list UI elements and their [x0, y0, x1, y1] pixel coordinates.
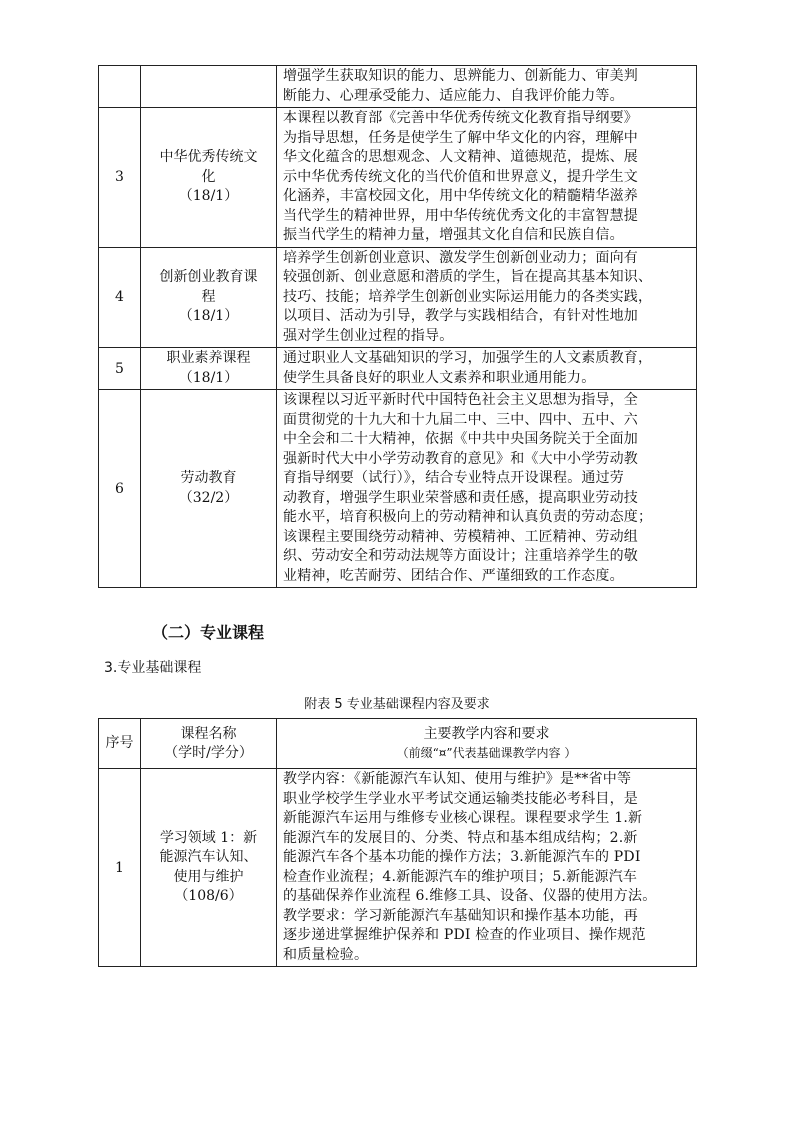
course-description	[277, 247, 697, 348]
description-line: 该课程以习近平新时代中国特色社会主义思想为指导，全	[283, 392, 638, 408]
table-caption: 附表 5 专业基础课程内容及要求	[304, 697, 490, 712]
description-line: 织、劳动安全和劳动法规等方面设计；注重培养学生的敬	[283, 548, 638, 564]
course-name-line: （18/1）	[178, 308, 239, 324]
row-index	[99, 66, 141, 108]
description-line: 断能力、心理承受能力、适应能力、自我评价能力等。	[283, 87, 624, 104]
description-line: 较强创新、创业意愿和潜质的学生，旨在提高其基本知识、	[283, 269, 653, 285]
course-description	[277, 108, 697, 248]
table-row	[99, 390, 697, 588]
description-line: 教学内容：《新能源汽车认知、使用与维护》是**省中等	[283, 771, 632, 787]
description-line: 该课程主要围绕劳动精神、劳模精神、工匠精神、劳动组	[283, 528, 638, 545]
description-line: 为指导思想，任务是使学生了解中华文化的内容，理解中	[283, 129, 638, 146]
description-line: 强新时代大中小学劳动教育的意见》和《大中小学劳动教	[283, 450, 638, 467]
description-line: 本课程以教育部《完善中华优秀传统文化教育指导纲要》	[283, 110, 638, 126]
table-row	[99, 348, 697, 390]
course-description	[277, 769, 697, 967]
header-course-name-line2: （学时/学分）	[164, 744, 253, 761]
course-name-line: 劳动教育	[180, 470, 237, 486]
course-name-line: 程	[201, 288, 216, 305]
table-row	[99, 769, 697, 967]
description-line: 化涵养，丰富校园文化，用中华传统文化的精髓精华滋养	[283, 188, 638, 204]
row-index: 4	[99, 247, 141, 348]
course-name-line: （18/1）	[178, 188, 239, 204]
course-name-line: 使用与维护	[173, 868, 244, 885]
description-line: 动教育，增强学生职业荣誉感和责任感，提高职业劳动技	[283, 489, 638, 506]
course-description	[277, 66, 697, 108]
description-line: 育指导纲要（试行）》，结合专业特点开设课程。通过劳	[283, 470, 624, 486]
table-header-row	[99, 719, 697, 769]
description-line: 能源汽车的发展目的、分类、特点和基本组成结构；2.新	[283, 829, 638, 846]
description-line: 新能源汽车运用与维修专业核心课程。课程要求学生 1.新	[283, 810, 643, 826]
description-line: 培养学生创新创业意识、激发学生创新创业动力；面向有	[283, 249, 638, 266]
description-line: 强对学生创业过程的指导。	[283, 327, 454, 344]
table-row	[99, 247, 697, 348]
description-line: 示中华优秀传统文化的当代价值和世界意义，提升学生文	[283, 168, 638, 185]
description-line: 逐步递进掌握维护保养和 PDI 检查的作业项目、操作规范	[283, 927, 646, 943]
course-name-line: （32/2）	[178, 489, 239, 506]
course-name	[141, 108, 277, 248]
course-description	[277, 348, 697, 390]
description-line: 业精神，吃苦耐劳、团结合作、严谨细致的工作态度。	[283, 567, 624, 584]
description-line: 的基础保养作业流程 6.维修工具、设备、仪器的使用方法。	[283, 888, 657, 904]
header-content-line2: （前缀“¤”代表基础课教学内容 ）	[396, 746, 577, 760]
description-line: 使学生具备良好的职业人文素养和职业通用能力。	[283, 369, 596, 386]
description-line: 中全会和二十大精神，依据《中共中央国务院关于全面加	[283, 431, 638, 447]
description-line: 增强学生获取知识的能力、思辨能力、创新能力、审美判	[283, 68, 638, 84]
header-content	[277, 719, 697, 769]
course-table-professional	[98, 718, 697, 967]
description-line: 振当代学生的精神力量，增强其文化自信和民族自信。	[283, 227, 624, 243]
description-line: 能水平，培育积极向上的劳动精神和认真负责的劳动态度；	[283, 509, 653, 525]
description-line: 技巧、技能；培养学生创新创业实际运用能力的各类实践，	[283, 288, 653, 305]
header-course-name	[141, 719, 277, 769]
course-name-line: （108/6）	[174, 888, 243, 904]
course-table-general	[98, 65, 697, 588]
description-line: 当代学生的精神世界，用中华传统优秀文化的丰富智慧提	[283, 207, 638, 224]
course-name-line: 中华优秀传统文	[159, 149, 258, 165]
course-name-line: 创新创业教育课	[159, 269, 258, 285]
row-index: 1	[99, 769, 141, 967]
course-name	[141, 390, 277, 588]
description-line: 教学要求：学习新能源汽车基础知识和操作基本功能，再	[283, 907, 638, 924]
table-row	[99, 66, 697, 108]
header-course-name-line1: 课程名称	[180, 725, 237, 742]
description-line: 职业学校学生学业水平考试交通运输类技能必考科目，是	[283, 790, 638, 807]
header-content-line1: 主要教学内容和要求	[423, 726, 550, 742]
course-name	[141, 66, 277, 108]
description-line: 华文化蕴含的思想观念、人文精神、道德规范，提炼、展	[283, 149, 638, 165]
course-name-line: 职业素养课程	[166, 350, 251, 366]
row-index: 6	[99, 390, 141, 588]
description-line: 能源汽车各个基本功能的操作方法；3.新能源汽车的 PDI	[283, 849, 641, 865]
course-name	[141, 769, 277, 967]
description-line: 面贯彻党的十九大和十九届二中、三中、四中、五中、六	[283, 411, 638, 428]
description-line: 通过职业人文基础知识的学习，加强学生的人文素质教育，	[283, 350, 653, 366]
description-line: 检查作业流程；4.新能源汽车的维护项目；5.新能源汽车	[283, 868, 638, 885]
course-name-line: 化	[201, 168, 216, 185]
course-name-line: 能源汽车认知、	[159, 849, 258, 865]
table-row	[99, 108, 697, 248]
subsection-heading: 3.专业基础课程	[104, 660, 202, 676]
course-name	[141, 348, 277, 390]
course-name	[141, 247, 277, 348]
course-name-line: （18/1）	[178, 369, 239, 386]
description-line: 以项目、活动为引导，教学与实践相结合，有针对性地加	[283, 308, 638, 324]
row-index: 5	[99, 348, 141, 390]
header-index: 序号	[99, 719, 141, 769]
course-description	[277, 390, 697, 588]
description-line: 和质量检验。	[283, 946, 369, 963]
row-index: 3	[99, 108, 141, 248]
course-name-line: 学习领域 1：新	[159, 829, 258, 846]
section-heading: （二）专业课程	[152, 623, 265, 642]
